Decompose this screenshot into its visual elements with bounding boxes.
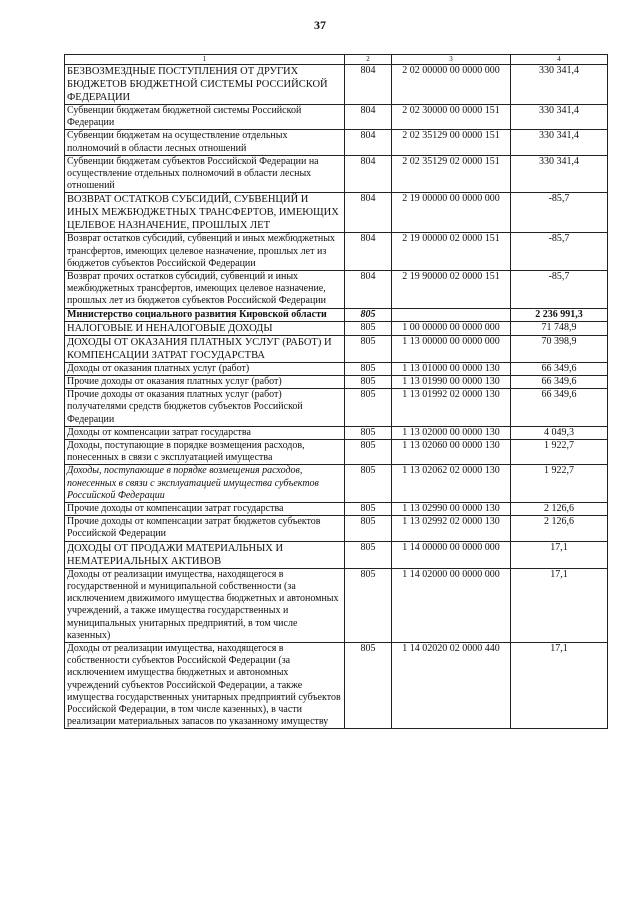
column-number-3: 3	[392, 55, 511, 65]
revenue-name-cell: Доходы, поступающие в порядке возмещения расходов, понесенных в связи с эксплуатацией имущества	[65, 440, 345, 465]
amount-cell: 66 349,6	[511, 376, 608, 389]
budget-classification-code-cell	[392, 308, 511, 321]
budget-classification-code-cell: 2 02 30000 00 0000 151	[392, 105, 511, 130]
revenue-name-cell: Доходы от компенсации затрат государства	[65, 426, 345, 439]
table-row	[65, 389, 608, 427]
amount-cell: 1 922,7	[511, 465, 608, 503]
administrator-code-cell: 805	[345, 335, 392, 362]
amount-cell: 66 349,6	[511, 362, 608, 375]
administrator-code-cell: 805	[345, 376, 392, 389]
budget-classification-code-cell: 2 02 00000 00 0000 000	[392, 65, 511, 105]
budget-classification-code-cell: 1 13 02060 00 0000 130	[392, 440, 511, 465]
administrator-code-cell: 805	[345, 362, 392, 375]
budget-classification-code-cell: 1 14 00000 00 0000 000	[392, 541, 511, 568]
table-row	[65, 321, 608, 335]
budget-classification-code-cell: 1 13 02000 00 0000 130	[392, 426, 511, 439]
budget-classification-code-cell: 1 13 01992 02 0000 130	[392, 389, 511, 427]
administrator-code-cell: 805	[345, 389, 392, 427]
budget-classification-code-cell: 1 00 00000 00 0000 000	[392, 321, 511, 335]
amount-cell: 17,1	[511, 541, 608, 568]
amount-cell: 4 049,3	[511, 426, 608, 439]
table-row	[65, 105, 608, 130]
table-row	[65, 130, 608, 155]
amount-cell: 17,1	[511, 568, 608, 642]
table-row	[65, 503, 608, 516]
budget-classification-code-cell: 2 02 35129 00 0000 151	[392, 130, 511, 155]
revenue-name-cell: Доходы от оказания платных услуг (работ)	[65, 362, 345, 375]
revenue-name-cell: БЕЗВОЗМЕЗДНЫЕ ПОСТУПЛЕНИЯ ОТ ДРУГИХ БЮДЖЕТОВ БЮДЖЕТНОЙ СИСТЕМЫ РОССИЙСКОЙ ФЕДЕРАЦИИ	[65, 65, 345, 105]
revenue-name-cell: Прочие доходы от оказания платных услуг (работ)	[65, 376, 345, 389]
administrator-code-cell: 804	[345, 193, 392, 233]
amount-cell: -85,7	[511, 271, 608, 309]
amount-cell: 71 748,9	[511, 321, 608, 335]
budget-classification-code-cell: 1 13 02062 02 0000 130	[392, 465, 511, 503]
administrator-code-cell: 805	[345, 503, 392, 516]
budget-classification-code-cell: 1 13 01000 00 0000 130	[392, 362, 511, 375]
revenue-name-cell: Субвенции бюджетам бюджетной системы Российской Федерации	[65, 105, 345, 130]
column-number-4: 4	[511, 55, 608, 65]
table-row	[65, 271, 608, 309]
revenue-name-cell: Министерство социального развития Кировской области	[65, 308, 345, 321]
budget-classification-code-cell: 1 13 01990 00 0000 130	[392, 376, 511, 389]
revenue-name-cell: Прочие доходы от оказания платных услуг (работ) получателями средств бюджетов субъектов Российской Федерации	[65, 389, 345, 427]
amount-cell: -85,7	[511, 233, 608, 271]
administrator-code-cell: 805	[345, 516, 392, 541]
amount-cell: 2 126,6	[511, 503, 608, 516]
amount-cell: -85,7	[511, 193, 608, 233]
table-row	[65, 440, 608, 465]
revenue-name-cell: ВОЗВРАТ ОСТАТКОВ СУБСИДИЙ, СУБВЕНЦИЙ И ИНЫХ МЕЖБЮДЖЕТНЫХ ТРАНСФЕРТОВ, ИМЕЮЩИХ ЦЕЛЕВОЕ НАЗНАЧЕНИЕ, ПРОШЛЫХ ЛЕТ	[65, 193, 345, 233]
page-number: 37	[314, 18, 326, 32]
revenue-name-cell: ДОХОДЫ ОТ ОКАЗАНИЯ ПЛАТНЫХ УСЛУГ (РАБОТ) И КОМПЕНСАЦИИ ЗАТРАТ ГОСУДАРСТВА	[65, 335, 345, 362]
administrator-code-cell: 805	[345, 465, 392, 503]
amount-cell: 2 126,6	[511, 516, 608, 541]
administrator-code-cell: 804	[345, 233, 392, 271]
column-number-2: 2	[345, 55, 392, 65]
table-row	[65, 193, 608, 233]
administrator-code-cell: 805	[345, 440, 392, 465]
revenue-name-cell: Возврат прочих остатков субсидий, субвенций и иных межбюджетных трансфертов, имеющих целевое назначение, прошлых лет из бюджетов субъектов Российской Федерации	[65, 271, 345, 309]
administrator-code-cell: 805	[345, 426, 392, 439]
amount-cell: 330 341,4	[511, 130, 608, 155]
table-row	[65, 155, 608, 193]
administrator-code-cell: 804	[345, 271, 392, 309]
revenue-name-cell: Прочие доходы от компенсации затрат бюджетов субъектов Российской Федерации	[65, 516, 345, 541]
table-row	[65, 335, 608, 362]
administrator-code-cell: 804	[345, 130, 392, 155]
budget-classification-code-cell: 1 13 02990 00 0000 130	[392, 503, 511, 516]
revenue-name-cell: Доходы от реализации имущества, находящегося в собственности субъектов Российской Федерации (за исключением имущества бюджетных и автономных учреждений субъектов Российской Федерации, а также имущества государственных унитарных предприятий субъектов Российской Федерации, в том числе казенных), в части реализации материальных запасов по указанному имуществу	[65, 642, 345, 728]
amount-cell: 1 922,7	[511, 440, 608, 465]
administrator-code-cell: 805	[345, 308, 392, 321]
column-number-1: 1	[65, 55, 345, 65]
budget-classification-code-cell: 2 19 00000 00 0000 000	[392, 193, 511, 233]
amount-cell: 2 236 991,3	[511, 308, 608, 321]
administrator-code-cell: 805	[345, 321, 392, 335]
amount-cell: 330 341,4	[511, 65, 608, 105]
amount-cell: 70 398,9	[511, 335, 608, 362]
amount-cell: 330 341,4	[511, 155, 608, 193]
administrator-code-cell: 804	[345, 155, 392, 193]
revenue-name-cell: Прочие доходы от компенсации затрат государства	[65, 503, 345, 516]
budget-classification-code-cell: 2 02 35129 02 0000 151	[392, 155, 511, 193]
budget-classification-code-cell: 1 14 02020 02 0000 440	[392, 642, 511, 728]
administrator-code-cell: 805	[345, 541, 392, 568]
amount-cell: 330 341,4	[511, 105, 608, 130]
budget-classification-code-cell: 2 19 90000 02 0000 151	[392, 271, 511, 309]
table-row	[65, 465, 608, 503]
table-row	[65, 376, 608, 389]
administrator-code-cell: 805	[345, 642, 392, 728]
table-row	[65, 568, 608, 642]
administrator-code-cell: 805	[345, 568, 392, 642]
administrator-code-cell: 804	[345, 65, 392, 105]
revenue-name-cell: ДОХОДЫ ОТ ПРОДАЖИ МАТЕРИАЛЬНЫХ И НЕМАТЕРИАЛЬНЫХ АКТИВОВ	[65, 541, 345, 568]
revenue-name-cell: Субвенции бюджетам на осуществление отдельных полномочий в области лесных отношений	[65, 130, 345, 155]
budget-classification-code-cell: 2 19 00000 02 0000 151	[392, 233, 511, 271]
revenue-name-cell: Субвенции бюджетам субъектов Российской Федерации на осуществление отдельных полномочий в области лесных отношений	[65, 155, 345, 193]
table-row	[65, 65, 608, 105]
revenue-name-cell: Доходы, поступающие в порядке возмещения расходов, понесенных в связи с эксплуатацией имущества субъектов Российской Федерации	[65, 465, 345, 503]
table-row	[65, 516, 608, 541]
budget-classification-code-cell: 1 14 02000 00 0000 000	[392, 568, 511, 642]
table-row	[65, 541, 608, 568]
budget-classification-code-cell: 1 13 02992 02 0000 130	[392, 516, 511, 541]
amount-cell: 66 349,6	[511, 389, 608, 427]
administrator-code-cell: 804	[345, 105, 392, 130]
amount-cell: 17,1	[511, 642, 608, 728]
table-row	[65, 362, 608, 375]
revenue-name-cell: НАЛОГОВЫЕ И НЕНАЛОГОВЫЕ ДОХОДЫ	[65, 321, 345, 335]
column-number-row	[65, 55, 608, 65]
table-row	[65, 233, 608, 271]
revenue-table	[64, 54, 608, 729]
table-row	[65, 308, 608, 321]
budget-classification-code-cell: 1 13 00000 00 0000 000	[392, 335, 511, 362]
revenue-name-cell: Доходы от реализации имущества, находящегося в государственной и муниципальной собственности (за исключением движимого имущества бюджетных и автономных учреждений, а также имущества государственных и муниципальных унитарных предприятий, в том числе казенных)	[65, 568, 345, 642]
revenue-name-cell: Возврат остатков субсидий, субвенций и иных межбюджетных трансфертов, имеющих целевое назначение, прошлых лет из бюджетов субъектов Российской Федерации	[65, 233, 345, 271]
table-row	[65, 642, 608, 728]
table-row	[65, 426, 608, 439]
